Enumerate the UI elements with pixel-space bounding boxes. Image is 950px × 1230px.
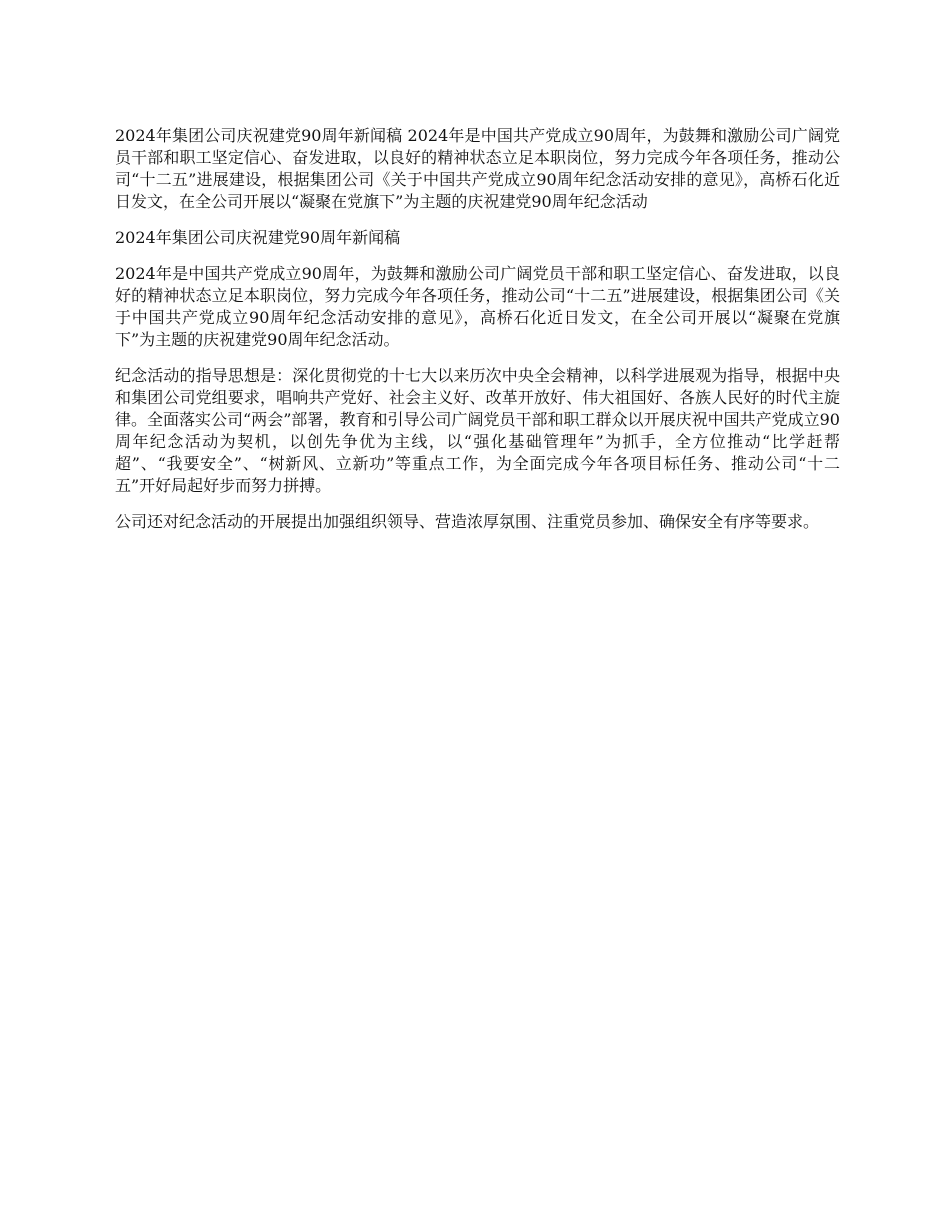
body-paragraph-2: 纪念活动的指导思想是：深化贯彻党的十七大以来历次中央全会精神，以科学进展观为指导，根据中央和集团公司党组要求，唱响共产党好、社会主义好、改革开放好、伟大祖国好、各族人民好的时代主旋律。全面落实公司“两会”部署，教育和引导公司广阔党员干部和职工群众以开展庆祝中国共产党成立90周年纪念活动为契机，以创先争优为主线，以“强化基础管理年”为抓手，全方位推动“比学赶帮超”、“我要安全”、“树新风、立新功”等重点工作，为全面完成今年各项目标任务、推动公司“十二五”开好局起好步而努力拼搏。 [115,366,840,495]
body-paragraph-1: 2024年是中国共产党成立90周年，为鼓舞和激励公司广阔党员干部和职工坚定信心、奋发进取，以良好的精神状态立足本职岗位，努力完成今年各项任务，推动公司“十二五”进展建设，根据集团公司《关于中国共产党成立90周年纪念活动安排的意见》，高桥石化近日发文，在全公司开展以“凝聚在党旗下”为主题的庆祝建党90周年纪念活动。 [115,264,840,349]
body-paragraph-3: 公司还对纪念活动的开展提出加强组织领导、营造浓厚氛围、注重党员参加、确保安全有序等要求。 [115,512,820,531]
document-title: 2024年集团公司庆祝建党90周年新闻稿 [115,228,401,247]
intro-paragraph: 2024年集团公司庆祝建党90周年新闻稿 2024年是中国共产党成立90周年，为鼓舞和激励公司广阔党员干部和职工坚定信心、奋发进取，以良好的精神状态立足本职岗位，努力完成今年各项任务，推动公司“十二五”进展建设，根据集团公司《关于中国共产党成立90周年纪念活动安排的意见》，高桥石化近日发文，在全公司开展以“凝聚在党旗下”为主题的庆祝建党90周年纪念活动 [115,126,840,211]
document-body [115,125,840,547]
